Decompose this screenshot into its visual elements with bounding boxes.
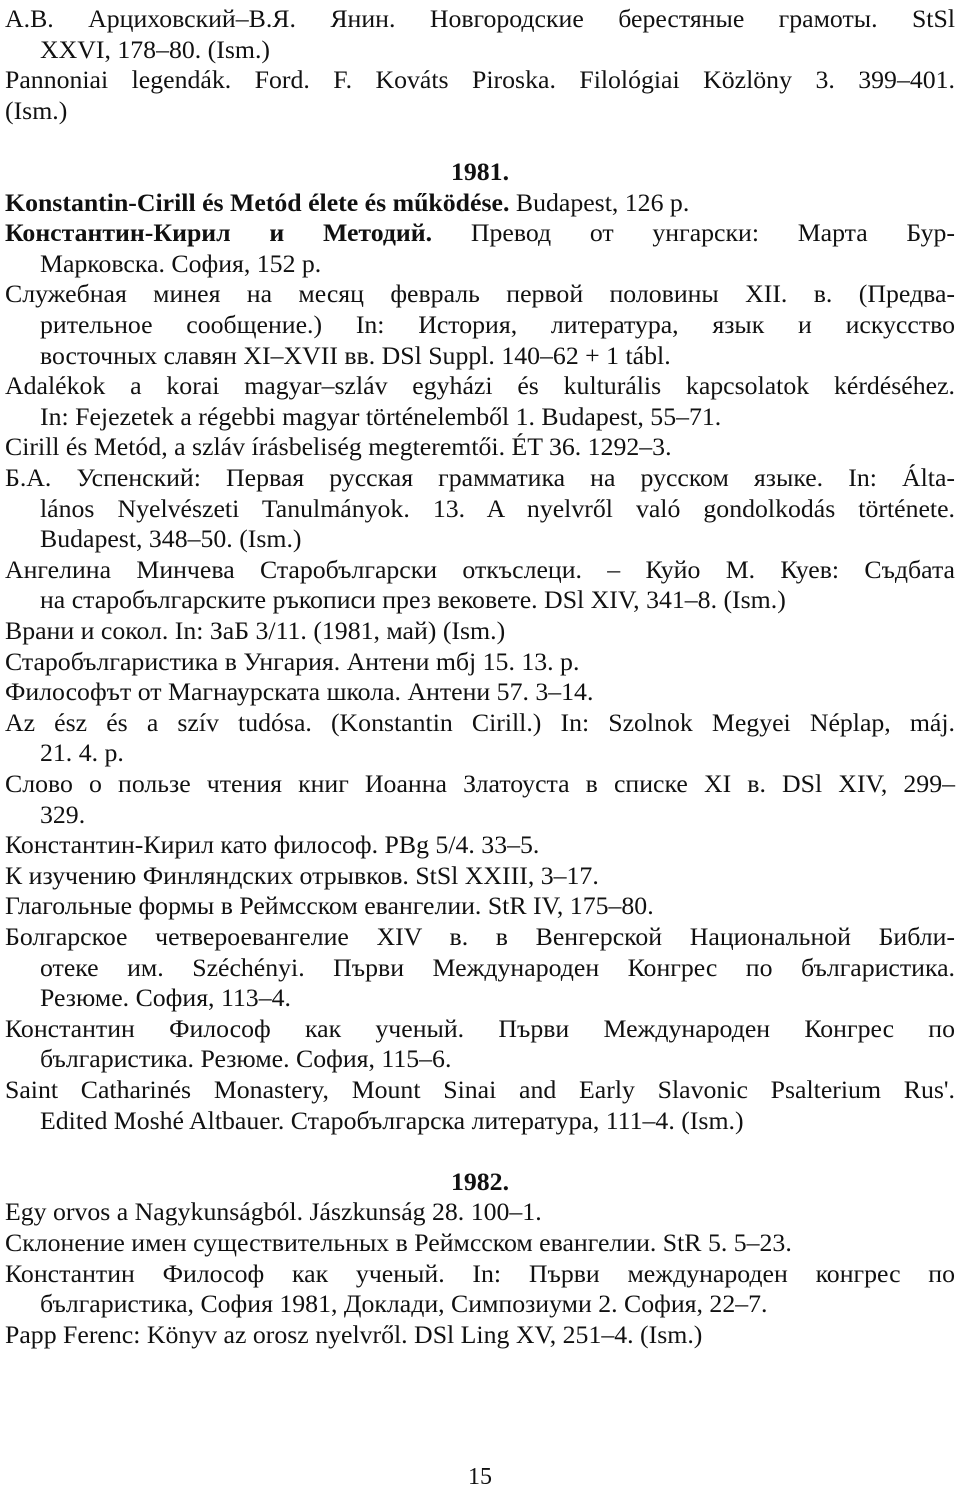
- entry-text: 1981.: [450, 157, 510, 186]
- entry-text: Глагольные формы в Реймсском евангелии. StR IV, 175–80.: [5, 891, 654, 921]
- entry-text: Превод от унгарски: Марта Бур-: [432, 218, 955, 248]
- page-number: 15: [468, 1464, 492, 1490]
- entry-text: българистика. Резюме. София, 115–6.: [40, 1044, 452, 1074]
- entry-line: [5, 1320, 955, 1355]
- entry-text: Budapest, 348–50. (Ism.): [40, 524, 302, 554]
- entry-text: XXVI, 178–80. (Ism.): [40, 34, 270, 64]
- entry-text: на старобългарските ръкописи през вековете. DSl XIV, 341–8. (Ism.): [40, 585, 786, 615]
- entry-text: In: Fejezetek a régebbi magyar történelemből 1. Budapest, 55–71.: [40, 401, 722, 431]
- entry-text: Budapest, 126 p.: [509, 187, 690, 217]
- entry-text: Константин-Кирил като философ. PBg 5/4. 33–5.: [5, 830, 540, 860]
- entry-text: Старобългаристика в Унгария. Антени mбj 15. 13. p.: [5, 646, 580, 676]
- entry-text: Болгарское четвероевангелие XIV в. в Венгерской Национальной Библи-: [5, 922, 955, 951]
- entry-text: 21. 4. p.: [40, 738, 124, 768]
- entry-text: А.В. Арциховский–В.Я. Янин. Новгородские берестяные грамоты. StSl: [5, 4, 955, 33]
- entry-text: Врани и сокол. In: ЗаБ 3/11. (1981, май) (Ism.): [5, 616, 506, 645]
- entry-text: Cirill és Metód, a szláv írásbeliség megteremtői. ÉT 36. 1292–3.: [5, 432, 672, 462]
- entry-text: 329.: [40, 799, 86, 829]
- entry-text: Константин Философ как ученый. Първи Международен Конгрес по: [5, 1013, 955, 1043]
- entry-line: [5, 96, 955, 131]
- entry-text: 1982.: [450, 1166, 510, 1196]
- entry-text: Papp Ferenc: Könyv az orosz nyelvről. DSl Ling XV, 251–4. (Ism.): [5, 1319, 703, 1349]
- entry-text: Б.А. Успенский: Первая русская грамматика на русском языке. In: Álta-: [5, 463, 955, 492]
- entry-text: Слово о пользе чтения книг Иоанна Златоуста в списке XI в. DSl XIV, 299–: [5, 769, 955, 798]
- entry-text: Марковска. София, 152 p.: [40, 248, 322, 278]
- entry-text: Adalékok a korai magyar–szláv egyházi és kulturális kapcsolatok kérdéséhez.: [5, 371, 955, 401]
- entry-text: lános Nyelvészeti Tanulmányok. 13. A nyelvről való gondolkodás története.: [40, 493, 955, 523]
- entry-text: Az ész és a szív tudósa. (Konstantin Cirill.) In: Szolnok Megyei Néplap, máj.: [5, 707, 955, 737]
- entry-text: Константин Философ как ученый. In: Първи международен конгрес по: [5, 1258, 955, 1288]
- entry-title-bold: Константин-Кирил и Методий.: [5, 218, 433, 248]
- entry-text: (Ism.): [5, 95, 68, 125]
- entry-text: Pannoniai legendák. Ford. F. Kováts Piroska. Filológiai Közlöny 3. 399–401.: [5, 65, 955, 95]
- entry-text: Служебная минея на месяц февраль первой половины XII. в. (Предва-: [5, 279, 955, 309]
- entry-text: Saint Catharinés Monastery, Mount Sinai and Early Slavonic Psalterium Rus'.: [5, 1075, 955, 1104]
- entry-text: Egy orvos a Nagykunságból. Jászkunság 28. 100–1.: [5, 1197, 542, 1227]
- entry-text: восточных славян XI–XVII вв. DSl Suppl. 140–62 + 1 tábl.: [40, 340, 671, 370]
- entry-text: К изучению Финляндских отрывков. StSl XXIII, 3–17.: [5, 860, 599, 890]
- entry-text: отеке им. Széchényi. Първи Международен Конгрес по българистика.: [40, 952, 955, 982]
- entry-text: Edited Moshé Altbauer. Старобългарска литература, 111–4. (Ism.): [40, 1105, 744, 1135]
- entry-text: Ангелина Минчева Старобългарски откъслеци. – Куйо М. Куев: Съдбата: [5, 554, 955, 584]
- entry-text: Философът от Магнаурската школа. Антени 57. 3–14.: [5, 677, 594, 707]
- entry-title-bold: Konstantin-Cirill és Metód élete és működése.: [5, 187, 510, 217]
- entry-text: Склонение имен существительных в Реймсском евангелии. StR 5. 5–23.: [5, 1228, 792, 1257]
- entry-line: [40, 1106, 955, 1141]
- entry-text: Резюме. София, 113–4.: [40, 983, 291, 1013]
- entry-text: българистика, София 1981, Доклади, Симпозиуми 2. София, 22–7.: [40, 1289, 768, 1319]
- entry-text: рительное сообщение.) In: История, литература, язык и искусство: [40, 310, 955, 339]
